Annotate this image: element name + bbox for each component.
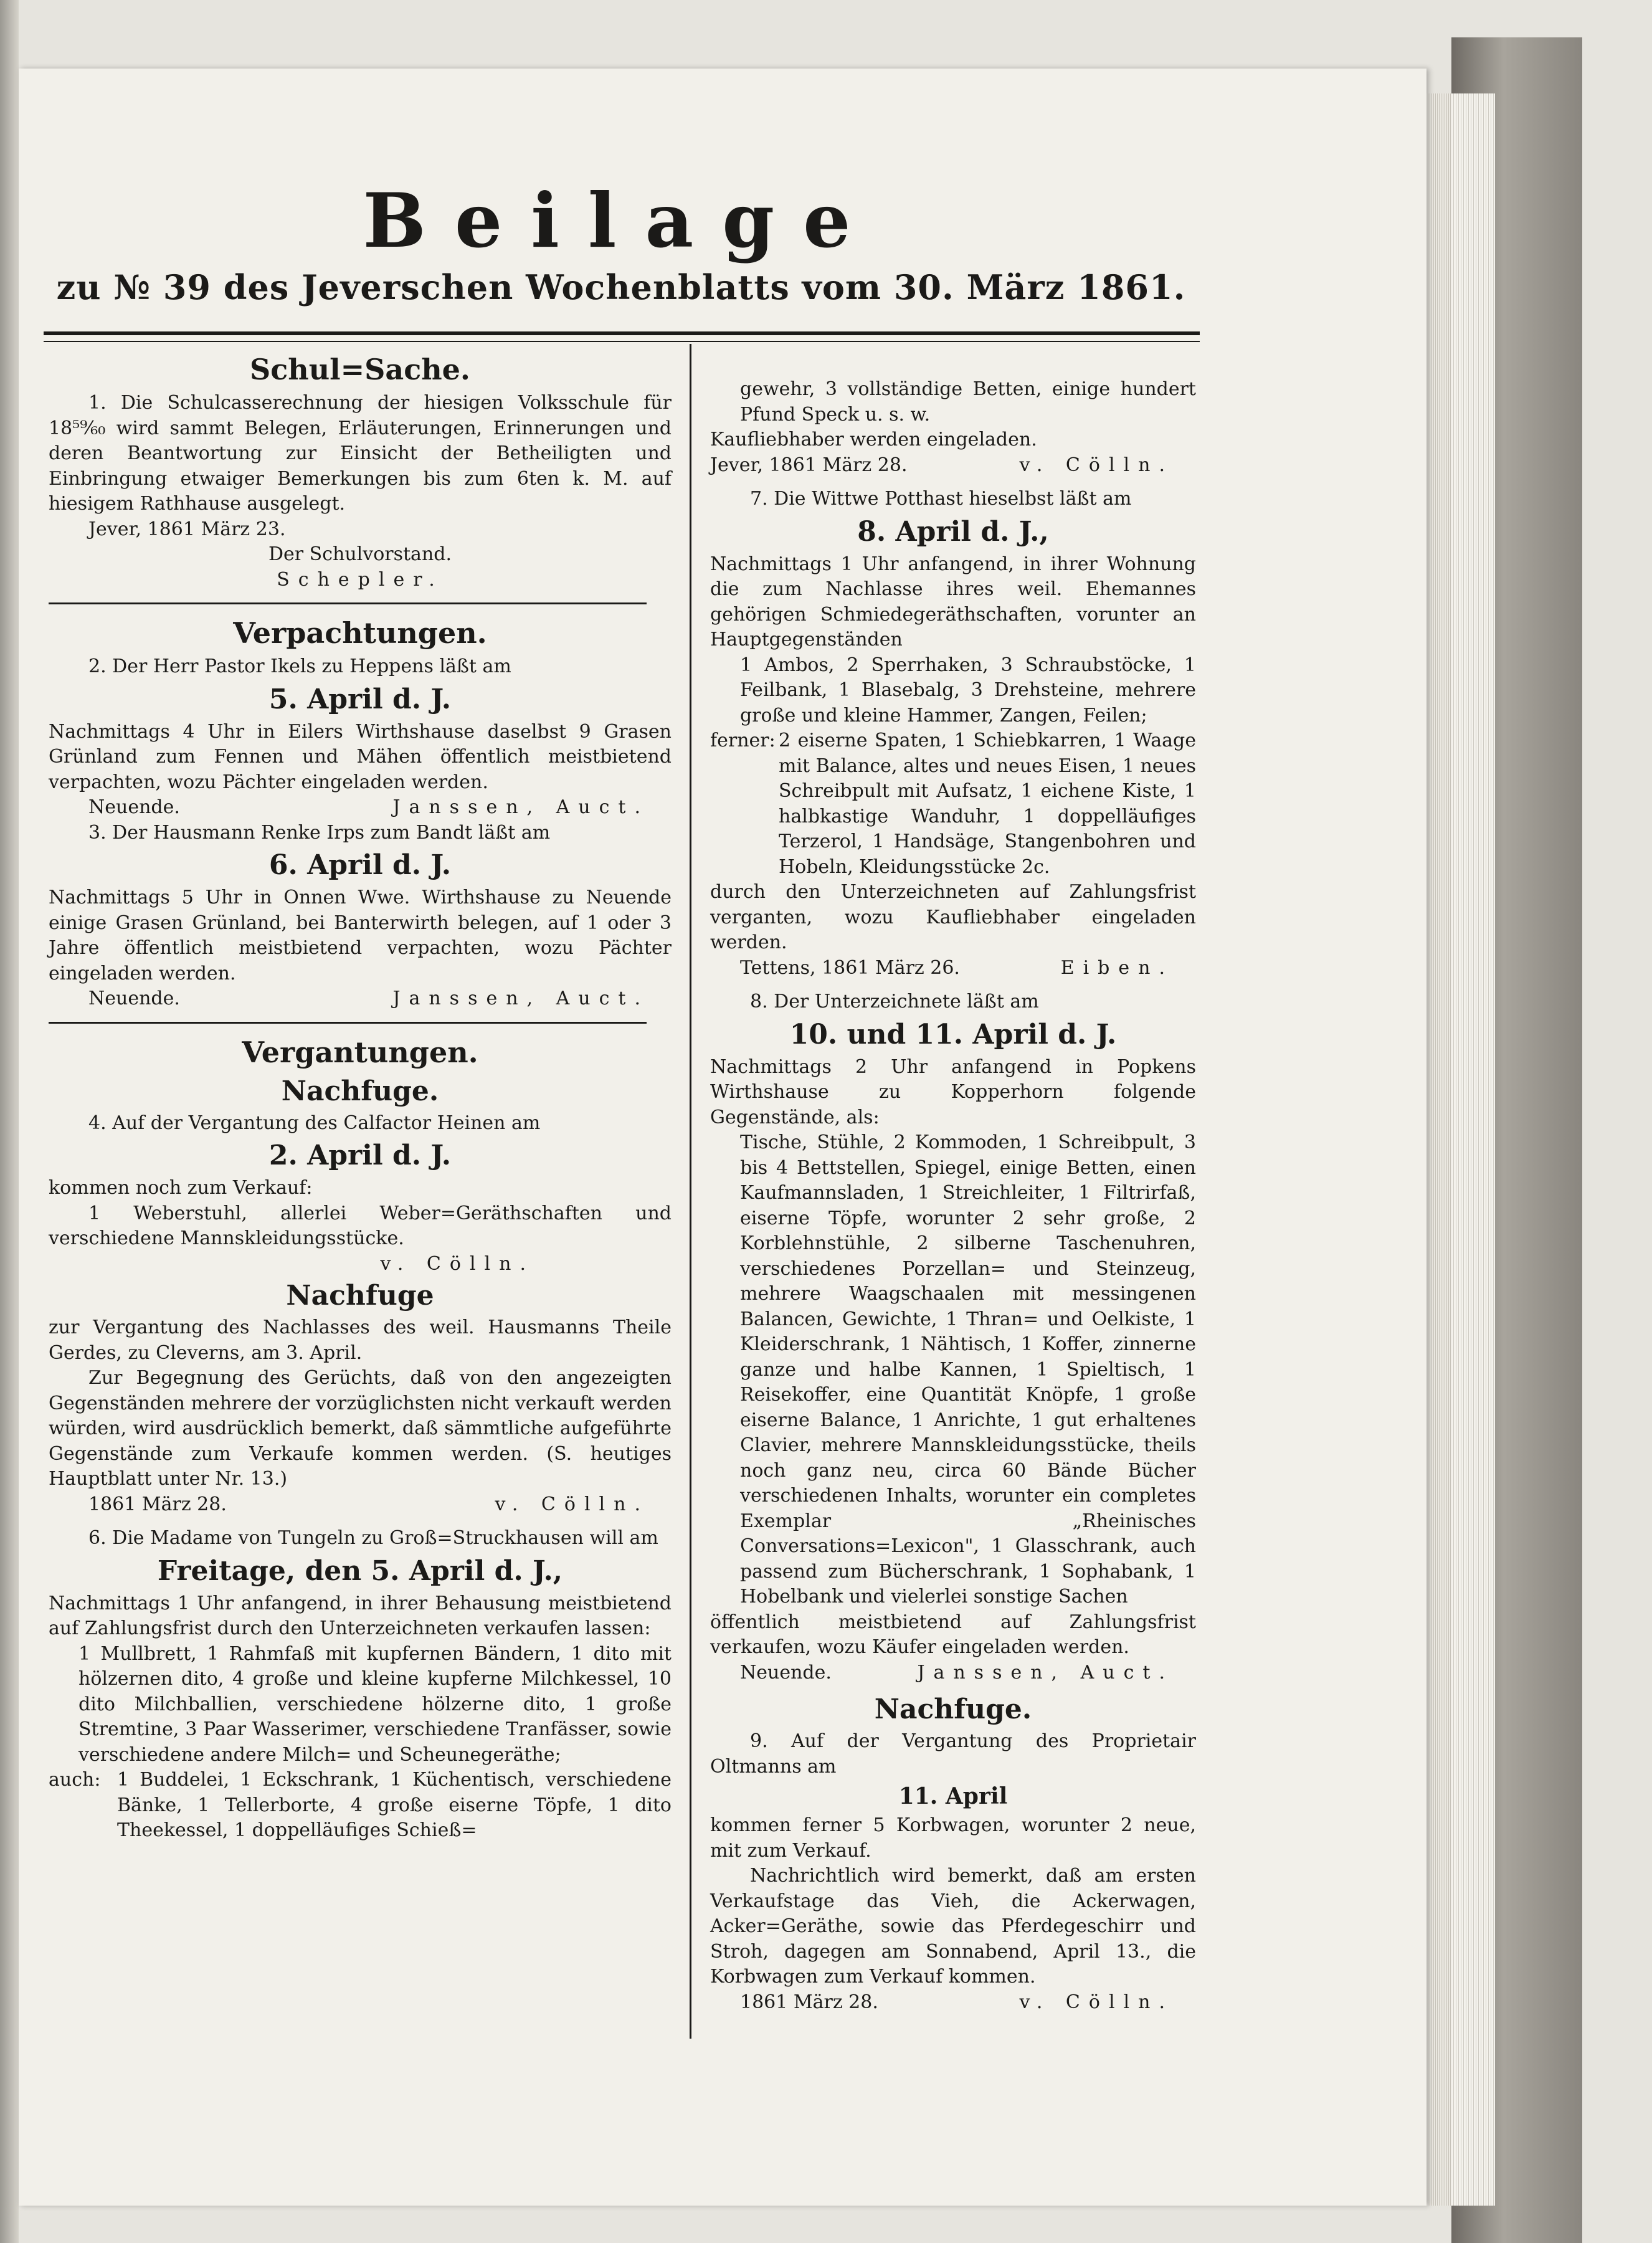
notice-signer: v. Cölln. (495, 1493, 649, 1515)
notice-signer: Janssen, Auct. (917, 1661, 1174, 1683)
notice-signer: Der Schulvorstand. (268, 543, 452, 565)
section-heading-vergantungen: Vergantungen. (242, 1035, 478, 1069)
notice-signature-line (49, 986, 672, 1012)
notice-signer-name: Schepler. (277, 568, 444, 591)
notice-signer: Janssen, Auct. (392, 796, 649, 818)
notice-date: 8. April d. J., (857, 515, 1049, 548)
masthead-subtitle: zu № 39 des Jeverschen Wochenblatts vom 30. März 1861. (56, 267, 1186, 307)
notice-item-list: 1 Buddelei, 1 Eckschrank, 1 Küchentisch, verschiedene Bänke, 1 Tellerborte, 4 große eiserne Töpfe, 1 dito Theekessel, 1 doppelläufiges Schieß= (117, 1769, 672, 1841)
notice-text: Zur Begegnung des Gerüchts, daß von den angezeigten Gegenständen mehrere der vorzüglichsten nicht verkauft werden würden, wird ausdrücklich bemerkt, daß sämmtliche aufgeführte Gegenstände zum Verkaufe kommen werden. (S. heutiges Hauptblatt unter Nr. 13.) (49, 1367, 672, 1490)
notice-intro: 8. Der Unterzeichnete läßt am (750, 991, 1039, 1012)
page-header (45, 177, 1197, 309)
notice-item-list: Tische, Stühle, 2 Kommoden, 1 Schreibpult, 3 bis 4 Bettstellen, Spiegel, einige Betten, einen Kaufmannsladen, 1 Streichleiter, 1 Filtrirfaß, eiserne Töpfe, worunter 2 sehr große, 2 Korblehnstühle, 2 silberne Taschenuhren, verschiedenes Porzellan= und Steinzeug, mehrere Waagschaalen mit messingenen Balancen, Gewichte, 1 Thran= und Oelkiste, 1 Kleiderschrank, 1 Nähtisch, 1 Koffer, zinnerne ganze und halbe Kannen, 1 Spieltisch, 1 Reisekoffer, eine Quantität Knöpfe, 1 große eiserne Balance, 1 Anrichte, 1 gut erhaltenes Clavier, mehrere Mannskleidungsstücke, theils noch ganz neu, circa 60 Bände Bücher verschiedenen Inhalts, worunter ein completes Exemplar „Rheinisches Conversations=Lexicon", 1 Glasschrank, auch passend zum Bücherschrank, 1 Sophabank, 1 Hobelbank und vielerlei sonstige Sachen (740, 1131, 1196, 1607)
notice-date: 5. April d. J. (268, 683, 452, 715)
notice-signer: v. Cölln. (1019, 1991, 1174, 2013)
notice-signature-line (710, 453, 1196, 479)
notice-intro: 4. Auf der Vergantung des Calfactor Heinen am (88, 1112, 541, 1134)
notice-signature-line (710, 1660, 1196, 1686)
notice-labeled-row (49, 1768, 672, 1844)
notice-signature-line (710, 956, 1196, 981)
notice-intro: 3. Der Hausmann Renke Irps zum Bandt läßt am (88, 821, 551, 844)
notice-signer: Janssen, Auct. (392, 988, 649, 1009)
notice-date: 2. April d. J. (268, 1140, 452, 1171)
notice-item-list: 1 Ambos, 2 Sperrhaken, 3 Schraubstöcke, 1 Feilbank, 1 Blasebalg, 3 Drehsteine, mehrere große und kleine Hammer, Zangen, Feilen; (740, 654, 1196, 726)
notice-text: kommen ferner 5 Korbwagen, worunter 2 neue, mit zum Verkauf. (710, 1814, 1196, 1862)
notice-signature-line (49, 795, 672, 821)
header-rule (44, 331, 1200, 342)
notice-place: Tettens, 1861 März 26. (740, 956, 960, 979)
notice-place-date: Jever, 1861 März 23. (88, 518, 286, 540)
notice-signature-line (49, 1492, 672, 1518)
section-rule (49, 1022, 647, 1024)
notice-text: öffentlich meistbietend auf Zahlungsfrist verkaufen, wozu Käufer eingeladen werden. (710, 1611, 1196, 1658)
notice-text: Nachrichtlich wird bemerkt, daß am ersten Verkaufstage das Vieh, die Ackerwagen, Acker=Geräthe, sowie das Pferdegeschirr und Stroh, dagegen am Sonnabend, April 13., die Korbwagen zum Verkauf kommen. (710, 1865, 1196, 1988)
notice-text: Nachmittags 1 Uhr anfangend, in ihrer Behausung meistbietend auf Zahlungsfrist durch den Unterzeichneten verkaufen lassen: (49, 1592, 672, 1639)
page-fore-edge-inner (1427, 93, 1451, 2206)
notice-signature-line (710, 1990, 1196, 2016)
section-heading-verpachtungen: Verpachtungen. (233, 616, 487, 650)
notice-text: zur Vergantung des Nachlasses des weil. Hausmanns Theile Gerdes, zu Cleverns, am 3. April. (49, 1317, 672, 1364)
notice-signer: v. Cölln. (1019, 454, 1174, 476)
column-divider (690, 344, 691, 2039)
subsection-heading-nachfuge: Nachfuge. (281, 1075, 439, 1107)
notice-date: 11. April (898, 1783, 1008, 1809)
masthead-title: Beilage (363, 177, 880, 265)
notice-text: Kaufliebhaber werden eingeladen. (710, 429, 1037, 450)
book-spine (0, 0, 19, 2243)
notice-intro: 7. Die Wittwe Potthast hieselbst läßt am (750, 488, 1132, 510)
notice-labeled-row (710, 728, 1196, 880)
notice-place: Neuende. (88, 988, 180, 1009)
subsection-heading-nachfuge: Nachfuge (286, 1280, 434, 1312)
notice-text: Nachmittags 2 Uhr anfangend in Popkens Wirthshause zu Kopperhorn folgende Gegenstände, als: (710, 1055, 1196, 1128)
notice-signer: v. Cölln. (380, 1252, 534, 1275)
notice-row-label: ferner: (710, 730, 776, 751)
notice-text: Nachmittags 5 Uhr in Onnen Wwe. Wirthshause zu Neuende einige Grasen Grünland, bei Banterwirth belegen, auf 1 oder 3 Jahre öffentlich meistbietend verpachten, wozu Pächter eingeladen werden. (49, 887, 672, 984)
notice-place: Jever, 1861 März 28. (710, 454, 908, 476)
notice-row-label: auch: (49, 1769, 101, 1791)
section-heading-schul: Schul=Sache. (250, 353, 470, 386)
subsection-heading-nachfuge: Nachfuge. (874, 1693, 1032, 1725)
notice-text: 1 Weberstuhl, allerlei Weber=Geräthschaften und verschiedene Mannskleidungsstücke. (49, 1202, 672, 1249)
notice-text: kommen noch zum Verkauf: (49, 1177, 313, 1199)
notice-text: 1. Die Schulcasserechnung der hiesigen Volksschule für 18⁵⁹⁄₆₀ wird sammt Belegen, Erläuterungen, Erinnerungen und deren Beantwortung zur Einsicht der Betheiligten und Einbringung etwaiger Bemerkungen bis zum 6ten k. M. auf hiesigem Rathhause ausgelegt. (49, 392, 672, 515)
notice-date: 10. und 11. April d. J. (789, 1018, 1117, 1050)
left-column (49, 346, 672, 1844)
notice-text: Nachmittags 1 Uhr anfangend, in ihrer Wohnung die zum Nachlasse ihres weil. Ehemannes gehörigen Schmiedegeräthschaften, vorunter an Hauptgegenständen (710, 553, 1196, 650)
notice-place: 1861 März 28. (740, 1991, 878, 2013)
section-rule (49, 602, 647, 604)
notice-date: Freitage, den 5. April d. J., (157, 1555, 563, 1587)
notice-place: Neuende. (740, 1661, 832, 1683)
notice-intro: 9. Auf der Vergantung des Proprietair Oltmanns am (710, 1730, 1196, 1778)
right-column (710, 377, 1196, 2015)
notice-text: Nachmittags 4 Uhr in Eilers Wirthshause daselbst 9 Grasen Grünland zum Fennen und Mähen öffentlich meistbietend verpachten, wozu Pächter eingeladen werden. (49, 720, 672, 793)
notice-text: gewehr, 3 vollständige Betten, einige hundert Pfund Speck u. s. w. (740, 378, 1196, 426)
notice-intro: 6. Die Madame von Tungeln zu Groß=Struckhausen will am (88, 1527, 658, 1549)
notice-text: durch den Unterzeichneten auf Zahlungsfrist verganten, wozu Kaufliebhaber eingeladen werden. (710, 881, 1196, 953)
notice-place: 1861 März 28. (88, 1493, 227, 1515)
notice-intro: 2. Der Herr Pastor Ikels zu Heppens läßt am (88, 655, 511, 677)
notice-item-list: 2 eiserne Spaten, 1 Schiebkarren, 1 Waage mit Balance, altes und neues Eisen, 1 neues Schreibpult mit Aufsatz, 1 eichene Kiste, 1 halbkastige Wanduhr, 1 doppelläufiges Terzerol, 1 Handsäge, Stangenbohren und Hobeln, Kleidungsstücke 2c. (779, 730, 1196, 878)
notice-place: Neuende. (88, 796, 180, 818)
notice-item-list: 1 Mullbrett, 1 Rahmfaß mit kupfernen Bändern, 1 dito mit hölzernen dito, 4 große und kleine kupferne Milchkessel, 10 dito Milchballien, verschiedene hölzerne dito, 1 große Stremtine, 3 Paar Wasserimer, verschiedene Tranfässer, sowie verschiedene andere Milch= und Scheunegeräthe; (78, 1642, 672, 1766)
notice-signer: Eiben. (1060, 956, 1174, 979)
notice-date: 6. April d. J. (268, 849, 452, 881)
